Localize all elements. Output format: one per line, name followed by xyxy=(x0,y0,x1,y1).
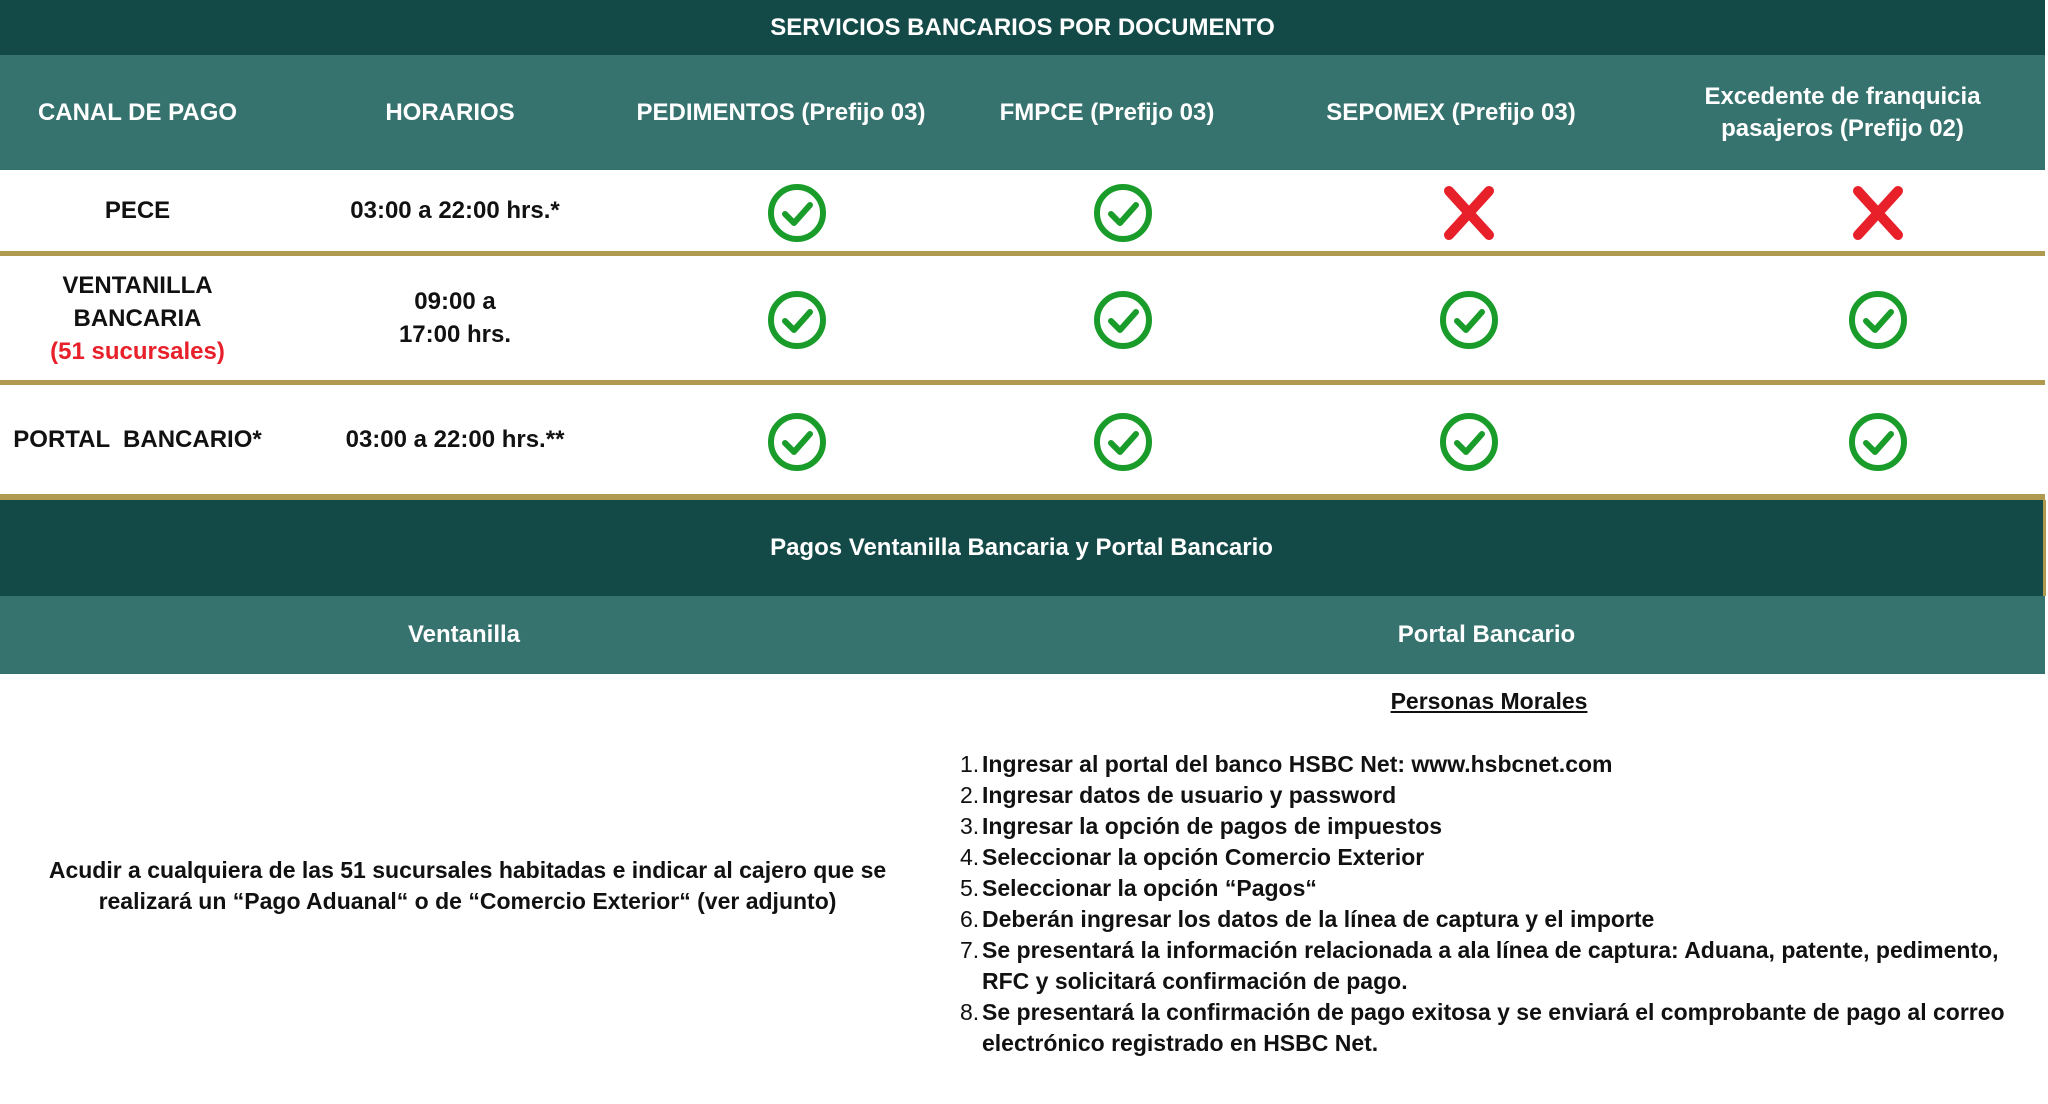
step-number: 5. xyxy=(960,875,980,901)
column-header: SEPOMEX (Prefijo 03) xyxy=(1326,98,1576,126)
step-text: Seleccionar la opción Comercio Exterior xyxy=(982,844,1425,870)
list-item xyxy=(960,811,2040,842)
step-text: Ingresar datos de usuario y password xyxy=(982,782,1397,808)
step-number: 6. xyxy=(960,906,980,932)
step-number: 8. xyxy=(960,999,980,1025)
ventanilla-instructions: Acudir a cualquiera de las 51 sucursales habitadas e indicar al cajero que se realizará un “Pago Aduanal“ o de “Comercio Exterior“ (ver adjunto) xyxy=(48,857,887,914)
list-item xyxy=(960,780,2040,811)
step-number: 7. xyxy=(960,937,980,963)
check-icon xyxy=(1439,290,1499,355)
check-icon xyxy=(767,183,827,248)
step-text: Ingresar al portal del banco HSBC Net: www.hsbcnet.com xyxy=(982,751,1613,777)
canal-label: VENTANILLA BANCARIA xyxy=(62,271,220,332)
section-subheader xyxy=(0,596,2045,674)
step-number: 2. xyxy=(960,782,980,808)
check-icon xyxy=(1848,290,1908,355)
horario: 03:00 a 22:00 hrs.* xyxy=(350,197,560,224)
row-divider xyxy=(0,251,2045,256)
column-header: CANAL DE PAGO xyxy=(37,98,238,126)
column-header: FMPCE (Prefijo 03) xyxy=(999,98,1215,126)
column-header: HORARIOS xyxy=(385,98,515,126)
list-item xyxy=(960,904,2040,935)
step-text: Deberán ingresar los datos de la línea de captura y el importe xyxy=(982,906,1655,932)
title-bar xyxy=(0,0,2045,55)
table-row-canal xyxy=(0,385,275,494)
canal-label: PECE xyxy=(104,197,171,224)
portal-header: Portal Bancario xyxy=(1397,621,1576,648)
list-item xyxy=(960,935,2040,997)
column-header: Excedente de franquicia pasajeros (Prefijo 02) xyxy=(1704,82,1981,142)
horario: 09:00 a 17:00 hrs. xyxy=(398,288,512,348)
column-header: PEDIMENTOS (Prefijo 03) xyxy=(636,98,926,126)
list-item xyxy=(960,842,2040,873)
section-title: Pagos Ventanilla Bancaria y Portal Bancario xyxy=(770,534,1273,561)
cross-icon xyxy=(1439,183,1499,248)
ventanilla-header: Ventanilla xyxy=(407,621,521,648)
step-text: Se presentará la información relacionada a ala línea de captura: Aduana, patente, pedimento, RFC y solicitará confirmación de pago. xyxy=(982,937,1999,994)
portal-steps xyxy=(960,749,2040,1059)
section-title-bar xyxy=(0,500,2046,596)
step-text: Se presentará la confirmación de pago exitosa y se enviará el comprobante de pago al correo electrónico registrado en HSBC Net. xyxy=(982,999,2005,1056)
check-icon xyxy=(1093,290,1153,355)
check-icon xyxy=(767,290,827,355)
canal-label: PORTAL BANCARIO* xyxy=(13,426,262,453)
table-row-canal xyxy=(0,170,275,251)
check-icon xyxy=(1093,412,1153,477)
cross-icon xyxy=(1848,183,1908,248)
step-number: 1. xyxy=(960,751,980,777)
horario: 03:00 a 22:00 hrs.** xyxy=(345,426,565,453)
canal-note: (51 sucursales) xyxy=(50,337,225,365)
list-item xyxy=(960,997,2040,1059)
list-item xyxy=(960,873,2040,904)
check-icon xyxy=(1439,412,1499,477)
check-icon xyxy=(1848,412,1908,477)
check-icon xyxy=(767,412,827,477)
table-row-canal xyxy=(0,256,275,380)
step-number: 4. xyxy=(960,844,980,870)
step-text: Seleccionar la opción “Pagos“ xyxy=(982,875,1317,901)
check-icon xyxy=(1093,183,1153,248)
portal-subtitle: Personas Morales xyxy=(1390,688,1588,714)
list-item xyxy=(960,749,2040,780)
step-text: Ingresar la opción de pagos de impuestos xyxy=(982,813,1443,839)
page-title: SERVICIOS BANCARIOS POR DOCUMENTO xyxy=(770,13,1275,41)
step-number: 3. xyxy=(960,813,980,839)
